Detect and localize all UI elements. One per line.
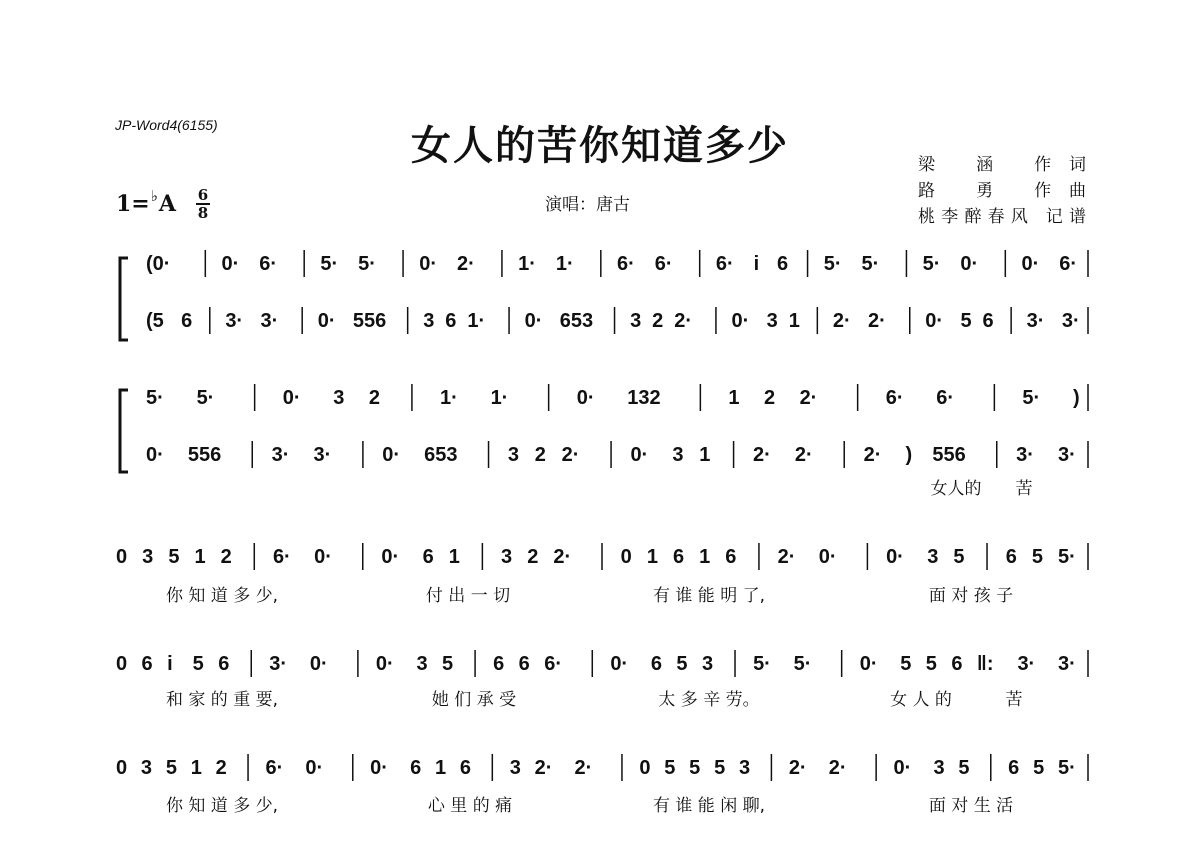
- note-group: 0·: [731, 310, 750, 332]
- note-group: 2: [534, 444, 546, 466]
- note-group: 5: [953, 546, 965, 568]
- note-group: 653: [559, 310, 594, 332]
- lyric-text: 她 们 承 受: [431, 690, 517, 710]
- note-group: i: [753, 253, 760, 275]
- note-group: 1: [194, 546, 206, 568]
- note-group: 0: [620, 546, 632, 568]
- flat-icon: ♭: [150, 187, 158, 205]
- note-group: 0: [116, 546, 128, 568]
- note-group: 6: [445, 310, 457, 332]
- note-group: 6: [1005, 546, 1017, 568]
- note-group: 3·: [260, 310, 279, 332]
- note-group: 3·: [1017, 653, 1036, 675]
- note-group: 0·: [960, 253, 979, 275]
- note-group: 3·: [225, 310, 244, 332]
- staff-line: [146, 250, 1088, 277]
- note-group: 2·: [868, 310, 886, 332]
- note-group: 0·: [886, 546, 904, 568]
- note-group: 6: [459, 757, 472, 779]
- software-label: JP-Word4(6155): [115, 117, 218, 133]
- note-group: 1: [448, 546, 460, 568]
- note-group: 3·: [313, 444, 332, 466]
- note-group: 5·: [146, 387, 164, 409]
- note-group: 6: [422, 546, 434, 568]
- note-group: 5·: [1058, 757, 1076, 779]
- note-group: 0·: [630, 444, 649, 466]
- note-group: 5·: [320, 253, 339, 275]
- note-group: 6: [493, 653, 505, 675]
- lyric-text: 面 对 生 活: [928, 796, 1014, 816]
- note-group: 2·: [788, 757, 807, 779]
- note-group: 3: [701, 653, 714, 675]
- song-title: 女人的苦你知道多少: [411, 122, 789, 169]
- note-group: 2·: [457, 253, 475, 275]
- note-group: 0·: [524, 310, 543, 332]
- note-group: 0·: [317, 310, 336, 332]
- note-group: 2·: [574, 757, 593, 779]
- note-group: 5: [442, 653, 454, 675]
- note-group: 0·: [610, 653, 629, 675]
- note-group: 2·: [561, 444, 580, 466]
- note-group: 5: [714, 757, 726, 779]
- composer-credit: 路 勇 作曲: [918, 181, 1086, 201]
- note-group: 3·: [1058, 653, 1076, 675]
- note-group: 6·: [265, 757, 284, 779]
- note-group: (0·: [146, 253, 171, 275]
- note-group: ): [1073, 387, 1080, 409]
- note-group: 0·: [382, 444, 401, 466]
- note-group: 3: [509, 757, 521, 779]
- note-group: 556: [932, 444, 966, 466]
- note-group: 2·: [794, 444, 813, 466]
- note-group: 3: [630, 310, 642, 332]
- note-group: 3: [501, 546, 513, 568]
- note-group: 0·: [818, 546, 837, 568]
- note-group: 6: [725, 546, 737, 568]
- note-group: 3·: [1016, 444, 1034, 466]
- note-group: 5: [958, 757, 970, 779]
- key-note: A: [158, 191, 176, 217]
- note-group: 2·: [674, 310, 693, 332]
- note-group: 5: [689, 757, 701, 779]
- note-group: 5: [165, 757, 177, 779]
- note-group: 6: [777, 253, 789, 275]
- transcriber-credit: 桃李醉春风 记谱: [918, 207, 1086, 227]
- note-group: 1·: [518, 253, 536, 275]
- note-group: 1: [699, 546, 711, 568]
- note-group: 1: [788, 310, 800, 332]
- note-group: 1·: [440, 387, 458, 409]
- lyric-text: 你 知 道 多 少,: [165, 796, 279, 816]
- note-group: 3·: [1061, 310, 1080, 332]
- note-group: 3·: [1026, 310, 1045, 332]
- note-group: 2: [527, 546, 539, 568]
- note-group: 5: [1033, 757, 1045, 779]
- note-group: 6·: [1059, 253, 1078, 275]
- note-group: 3: [766, 310, 778, 332]
- staff-line: [116, 650, 1088, 677]
- note-group: 5: [960, 310, 972, 332]
- note-group: ): [905, 444, 913, 466]
- note-group: 3·: [269, 653, 288, 675]
- note-group: 5: [676, 653, 688, 675]
- note-group: 3: [140, 757, 153, 779]
- note-group: 0·: [893, 757, 912, 779]
- staff-line: [116, 543, 1088, 570]
- note-group: 3: [333, 387, 345, 409]
- note-group: 3·: [271, 444, 290, 466]
- note-group: 556: [352, 310, 387, 332]
- note-group: 2: [220, 546, 232, 568]
- note-group: 5·: [1058, 546, 1076, 568]
- lyric-text: 太 多 辛 劳。: [658, 690, 760, 710]
- note-group: 6: [951, 653, 963, 675]
- note-group: 5·: [861, 253, 880, 275]
- note-group: 6: [410, 757, 422, 779]
- lyric-text: 你 知 道 多 少,: [165, 586, 279, 606]
- note-group: 2·: [534, 757, 553, 779]
- note-group: 0·: [314, 546, 332, 568]
- note-group: 5·: [823, 253, 842, 275]
- note-group: 5: [1031, 546, 1043, 568]
- note-group: 3·: [1058, 444, 1076, 466]
- note-group: 0·: [309, 653, 328, 675]
- lyric-text: 有 谁 能 明 了,: [652, 586, 766, 606]
- note-group: 2·: [863, 444, 882, 466]
- note-group: 3: [507, 444, 520, 466]
- lyric-text: 女 人 的: [890, 690, 952, 710]
- note-group: (5: [146, 310, 164, 332]
- note-group: 5: [664, 757, 676, 779]
- staff-line: [146, 441, 1088, 468]
- note-group: 5: [192, 653, 204, 675]
- note-group: 0·: [859, 653, 878, 675]
- lyric-text: 苦: [1005, 690, 1023, 710]
- note-group: 0·: [282, 387, 301, 409]
- note-group: 653: [424, 444, 458, 466]
- system-bracket: [120, 390, 128, 472]
- note-group: 1: [699, 444, 711, 466]
- note-group: 6: [141, 653, 153, 675]
- meter-top: 6: [197, 186, 209, 204]
- lyric-text: 付 出 一 切: [425, 586, 511, 606]
- note-group: 6·: [272, 546, 291, 568]
- note-group: 6: [672, 546, 685, 568]
- note-group: 1: [646, 546, 658, 568]
- note-group: 556: [187, 444, 222, 466]
- note-group: 0·: [305, 757, 324, 779]
- note-group: 2: [215, 757, 227, 779]
- note-group: 3: [672, 444, 684, 466]
- note-group: 0·: [146, 444, 164, 466]
- singer-label: 演唱：唐古: [545, 195, 630, 215]
- note-group: 0·: [576, 387, 595, 409]
- note-group: 2: [652, 310, 664, 332]
- staff-line: [116, 754, 1088, 781]
- staff-line: [146, 384, 1088, 411]
- note-group: 5·: [922, 253, 941, 275]
- note-group: 5: [925, 653, 937, 675]
- note-group: 2·: [828, 757, 847, 779]
- note-group: 6: [518, 653, 530, 675]
- note-group: 132: [627, 387, 661, 409]
- lyric-text: 心 里 的 痛: [427, 796, 513, 816]
- note-group: 0: [116, 653, 128, 675]
- note-group: 6·: [544, 653, 563, 675]
- note-group: 6·: [885, 387, 904, 409]
- note-group: 6: [650, 653, 662, 675]
- note-group: 3: [739, 757, 751, 779]
- lyric-text: 有 谁 能 闲 聊,: [652, 796, 766, 816]
- note-group: 2·: [553, 546, 572, 568]
- note-group: 2·: [799, 387, 818, 409]
- note-group: 5·: [358, 253, 376, 275]
- note-group: 5: [900, 653, 912, 675]
- note-group: 6·: [936, 387, 955, 409]
- note-group: 1·: [555, 253, 574, 275]
- key-prefix: 1=: [116, 191, 150, 217]
- note-group: 0·: [381, 546, 400, 568]
- note-group: 3: [933, 757, 945, 779]
- note-group: ‖:: [976, 653, 994, 675]
- note-group: 1: [728, 387, 740, 409]
- note-group: 0·: [925, 310, 944, 332]
- lyric-text: 和 家 的 重 要,: [165, 690, 279, 710]
- note-group: 0·: [419, 253, 438, 275]
- staff-line: [146, 307, 1088, 334]
- note-group: 1·: [467, 310, 486, 332]
- note-group: 2·: [777, 546, 796, 568]
- note-group: 3: [423, 310, 435, 332]
- note-group: 5·: [793, 653, 812, 675]
- note-group: 2: [368, 387, 380, 409]
- note-group: 0: [639, 757, 651, 779]
- note-group: i: [167, 653, 173, 675]
- note-group: 1·: [490, 387, 509, 409]
- note-group: 6: [982, 310, 994, 332]
- note-group: 0·: [221, 253, 240, 275]
- note-group: 3: [142, 546, 154, 568]
- meter-bottom: 8: [197, 204, 209, 222]
- note-group: 0: [116, 757, 128, 779]
- note-group: 6: [1008, 757, 1020, 779]
- note-group: 2·: [832, 310, 851, 332]
- note-group: 2: [764, 387, 776, 409]
- note-group: 6: [218, 653, 230, 675]
- note-group: 6·: [715, 253, 734, 275]
- note-group: 3: [927, 546, 939, 568]
- note-group: 1: [435, 757, 447, 779]
- lyric-text: 女人的: [930, 479, 982, 499]
- note-group: 5·: [1022, 387, 1041, 409]
- note-group: 0·: [370, 757, 388, 779]
- lyric-text: 面 对 孩 子: [928, 586, 1014, 606]
- note-group: 6: [181, 310, 193, 332]
- note-group: 0·: [1021, 253, 1040, 275]
- note-group: 5·: [753, 653, 771, 675]
- note-group: 5: [168, 546, 180, 568]
- lyric-text: 苦: [1015, 479, 1033, 499]
- note-group: 6·: [259, 253, 278, 275]
- note-group: 6·: [654, 253, 673, 275]
- system-bracket: [120, 258, 128, 340]
- note-group: 3: [416, 653, 428, 675]
- lyricist-credit: 梁 涵 作词: [918, 155, 1086, 175]
- note-group: 1: [190, 757, 202, 779]
- note-group: 6·: [617, 253, 635, 275]
- note-group: 5·: [196, 387, 215, 409]
- note-group: 2·: [752, 444, 771, 466]
- note-group: 0·: [375, 653, 394, 675]
